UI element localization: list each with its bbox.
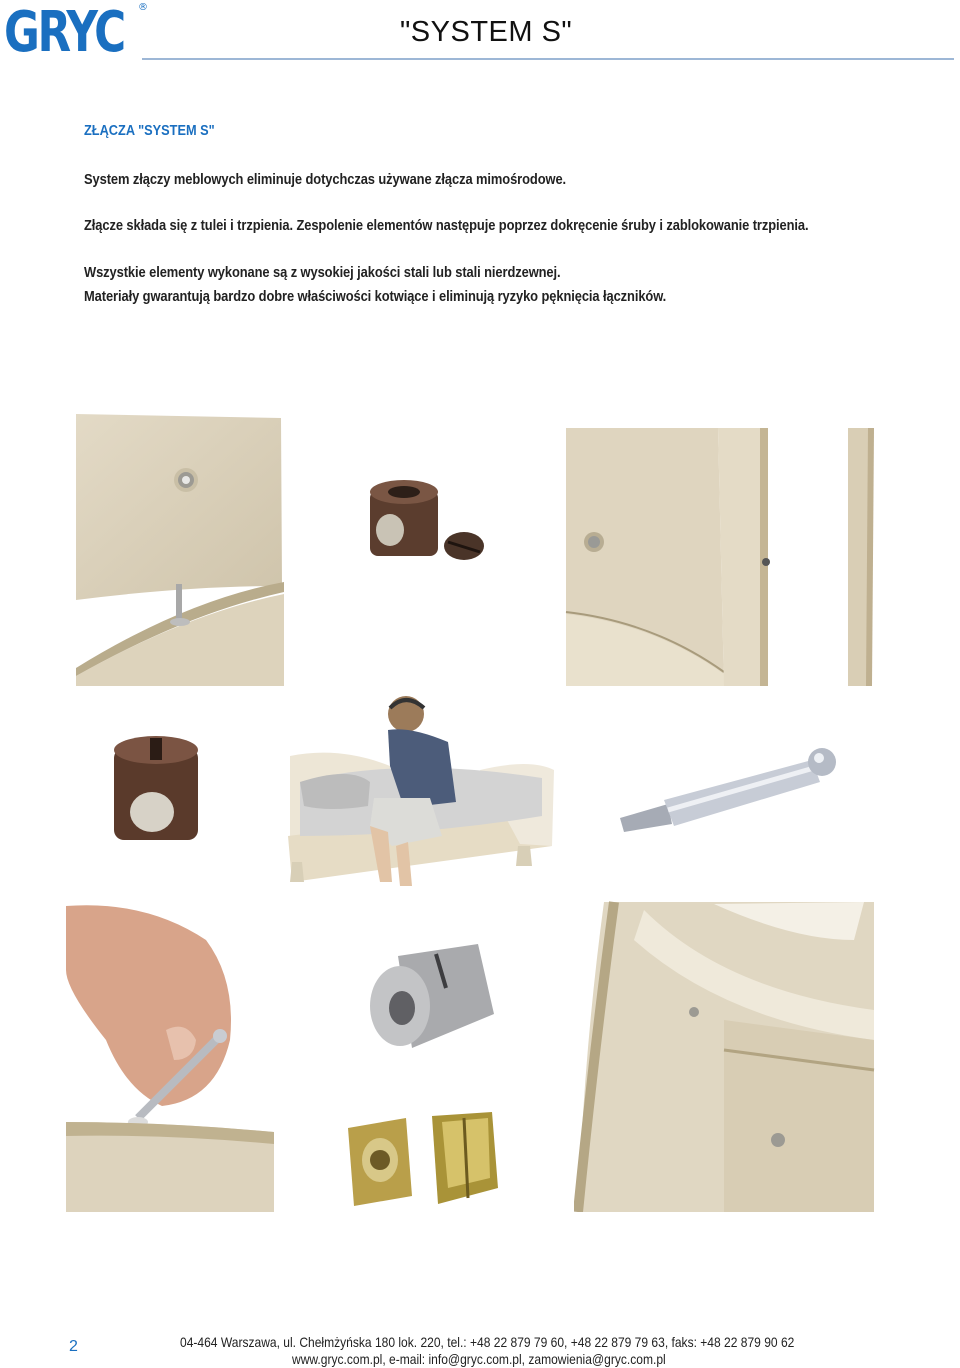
- photo-cabinet-panels: [564, 424, 876, 686]
- gryc-logo: [4, 2, 154, 64]
- paragraph-4: Materiały gwarantują bardzo dobre właściwości kotwiące i eliminują ryzyko pęknięcia łączników.: [84, 288, 667, 305]
- photo-curved-panels: [574, 900, 876, 1212]
- footer-contact: www.gryc.com.pl, e-mail: info@gryc.com.pl, zamowienia@gryc.com.pl: [292, 1351, 666, 1367]
- registered-mark: ®: [138, 2, 148, 13]
- logo-text: GRYC: [4, 0, 124, 65]
- footer-address: 04-464 Warszawa, ul. Chełmżyńska 180 lok. 220, tel.: +48 22 879 79 60, +48 22 879 79 63, faks: +48 22 879 90 62: [180, 1334, 795, 1350]
- section-title: ZŁĄCZA "SYSTEM S": [84, 123, 215, 139]
- photo-sleeve-closeup: [106, 730, 204, 846]
- page-number: 2: [69, 1338, 78, 1355]
- photo-hand-inserting-pin: [66, 900, 274, 1212]
- photo-bed-panel-pin: [76, 414, 284, 686]
- header-divider: [142, 58, 954, 60]
- photo-connector-bolt: [616, 738, 838, 832]
- paragraph-1: System złączy meblowych eliminuje dotychczas używane złącza mimośrodowe.: [84, 171, 567, 188]
- photo-sleeve-and-screw: [360, 476, 488, 570]
- photo-brass-inserts: [342, 1108, 508, 1212]
- photo-steel-sleeve: [368, 936, 502, 1056]
- paragraph-2: Złącze składa się z tulei i trzpienia. Zespolenie elementów następuje poprzez dokręcenie śruby i zablokowanie trzpienia.: [84, 217, 809, 234]
- paragraph-3: Wszystkie elementy wykonane są z wysokiej jakości stali lub stali nierdzewnej.: [84, 264, 561, 281]
- photo-child-on-bed: [280, 686, 562, 898]
- page-title: "SYSTEM S": [400, 16, 573, 48]
